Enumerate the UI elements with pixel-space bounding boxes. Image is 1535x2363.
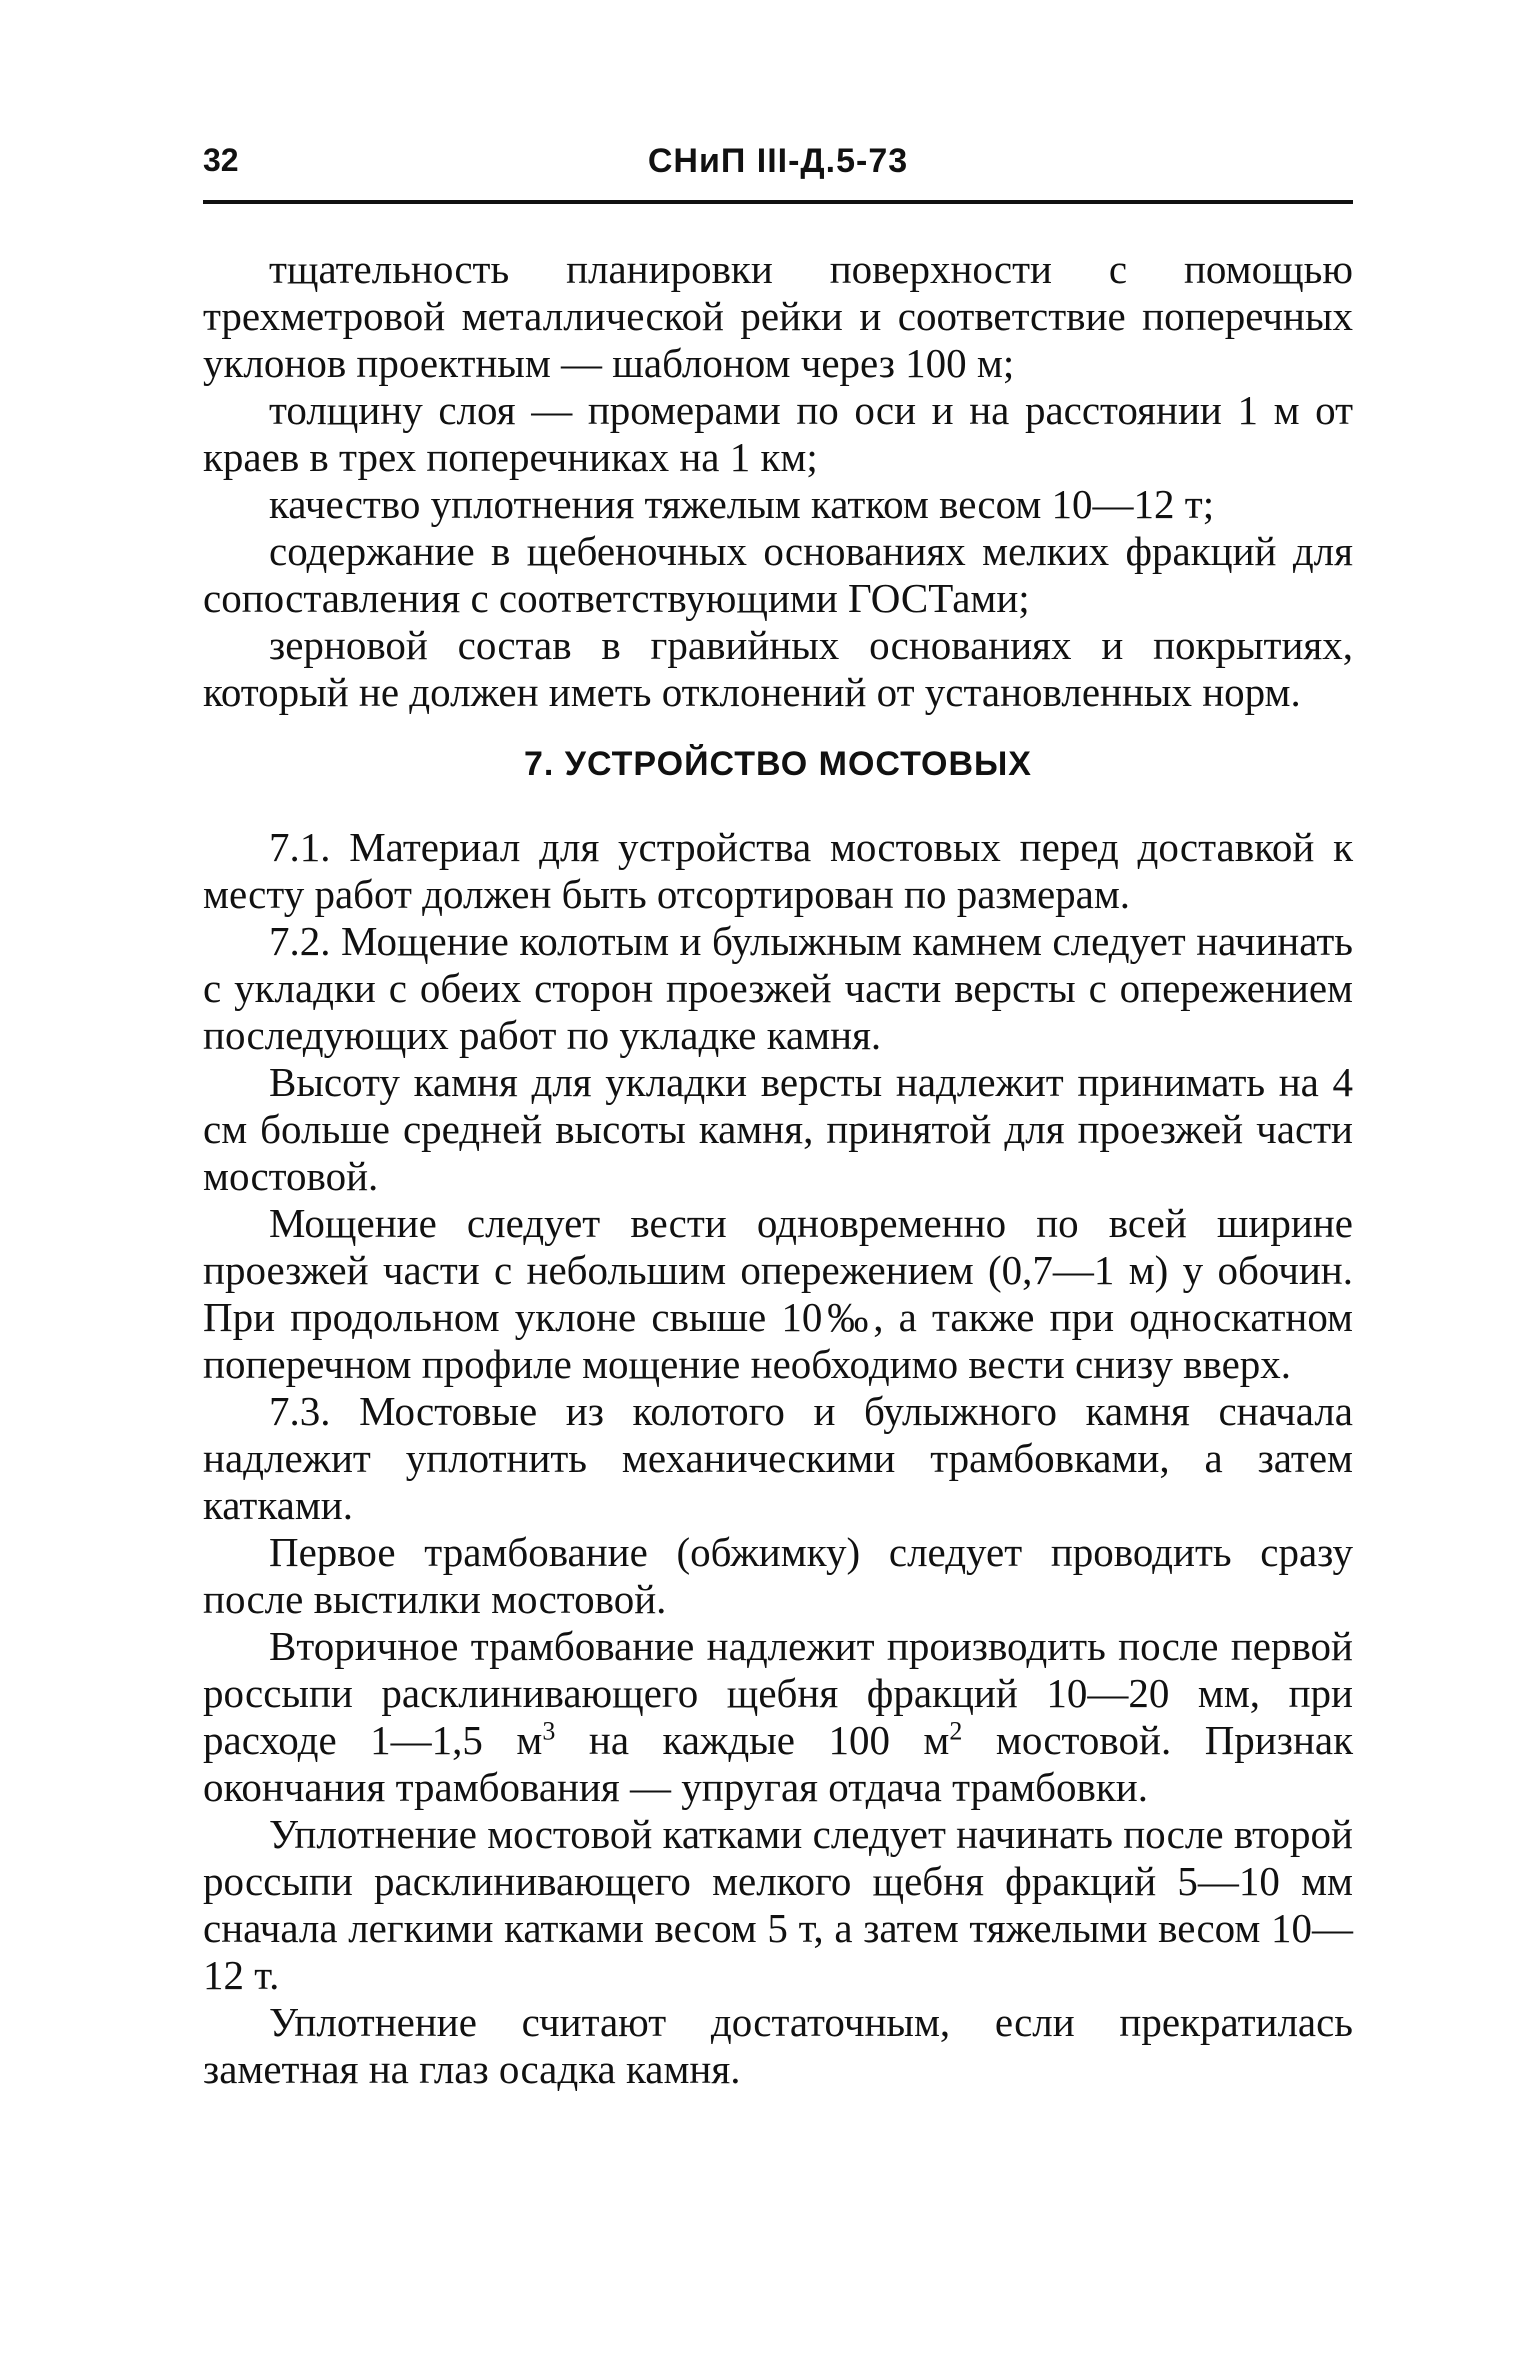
paragraph: Уплотнение считают достаточным, если прекратилась заметная на глаз осадка камня. xyxy=(203,1999,1353,2092)
text-fragment: на каждые 100 м xyxy=(555,1717,950,1763)
paragraph: Первое трамбование (обжимку) следует проводить сразу после выстилки мостовой. xyxy=(203,1529,1353,1622)
page-number: 32 xyxy=(203,142,239,178)
paragraph: Мощение следует вести одновременно по всей ширине проезжей части с небольшим опережением (0,7—1 м) у обочин. При продольном уклоне свыше 10‰, а также при односкатном поперечном профиле мощение необходимо вести снизу вверх. xyxy=(203,1200,1353,1387)
paragraph: 7.1. Материал для устройства мостовых перед доставкой к месту работ должен быть отсортирован по размерам. xyxy=(203,824,1353,917)
paragraph-secondary-tamping xyxy=(203,1623,1353,1811)
paragraph: 7.3. Мостовые из колотого и булыжного камня сначала надлежит уплотнить механическими трамбовками, а затем катками. xyxy=(203,1388,1353,1528)
document-body xyxy=(203,246,1353,2093)
section-title: 7. УСТРОЙСТВО МОСТОВЫХ xyxy=(524,745,1032,783)
text-fragment: Вторичное трамбование надлежит производить после первой россыпи расклинивающего щебня фракций 10—20 мм, при расходе 1—1,5 м xyxy=(203,1623,1353,1763)
superscript: 3 xyxy=(542,1716,556,1746)
paragraph: содержание в щебеночных основаниях мелких фракций для сопоставления с соответствующими ГОСТами; xyxy=(203,528,1353,621)
page-header xyxy=(203,120,1353,204)
paragraph: толщину слоя — промерами по оси и на расстоянии 1 м от краев в трех поперечниках на 1 км; xyxy=(203,387,1353,480)
paragraph: Высоту камня для укладки версты надлежит принимать на 4 см больше средней высоты камня, принятой для проезжей части мостовой. xyxy=(203,1059,1353,1199)
text-fragment: мостовой. Признак окончания трамбования — упругая отдача трамбовки. xyxy=(203,1717,1354,1810)
paragraph: Уплотнение мостовой катками следует начинать после второй россыпи расклинивающего мелкого щебня фракций 5—10 мм сначала легкими катками весом 5 т, а затем тяжелыми весом 10—12 т. xyxy=(203,1811,1353,1998)
running-head: СНиП III-Д.5-73 xyxy=(647,142,909,180)
document-page xyxy=(203,120,1353,2093)
paragraph: тщательность планировки поверхности с помощью трехметровой металлической рейки и соответствие поперечных уклонов проектным — шаблоном через 100 м; xyxy=(203,246,1353,386)
paragraph: 7.2. Мощение колотым и булыжным камнем следует начинать с укладки с обеих сторон проезжей части версты с опережением последующих работ по укладке камня. xyxy=(203,918,1353,1058)
paragraph: качество уплотнения тяжелым катком весом 10—12 т; xyxy=(269,481,1215,527)
paragraph: зерновой состав в гравийных основаниях и покрытиях, который не должен иметь отклонений от установленных норм. xyxy=(203,622,1353,715)
superscript: 2 xyxy=(949,1716,963,1746)
